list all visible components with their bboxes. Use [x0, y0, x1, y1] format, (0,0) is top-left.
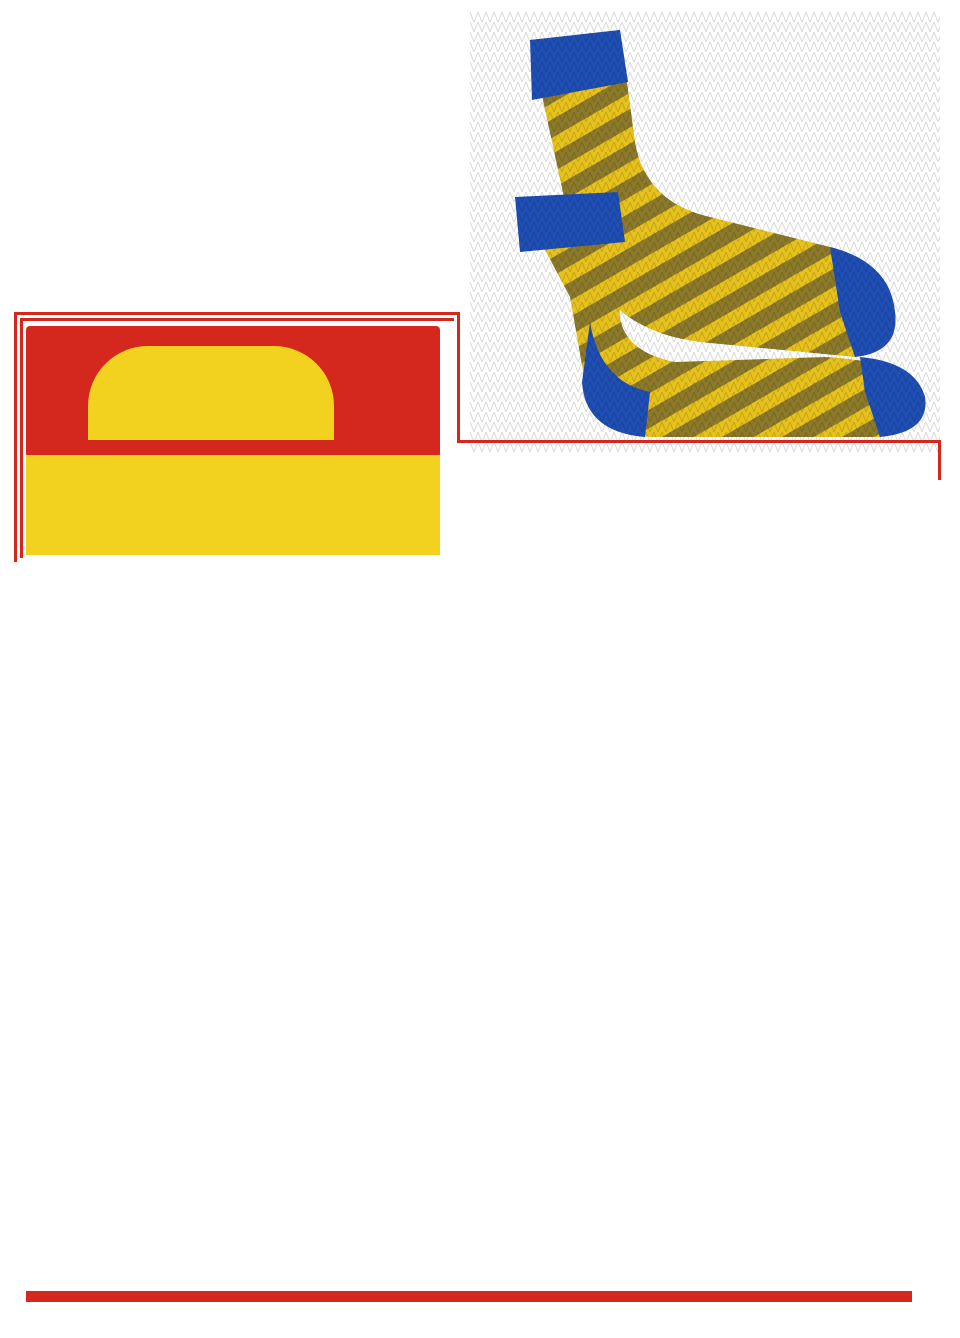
frame-line	[938, 440, 941, 480]
frame-line	[457, 312, 460, 442]
frame-line	[20, 318, 23, 558]
socks-photo	[470, 12, 940, 452]
frame-line	[20, 318, 454, 321]
materials-box	[26, 455, 440, 555]
footer-bar	[26, 1291, 912, 1302]
frame-line	[14, 312, 460, 315]
title-banner-cap	[88, 346, 334, 440]
frame-line	[14, 312, 17, 562]
frame-line	[457, 440, 941, 443]
